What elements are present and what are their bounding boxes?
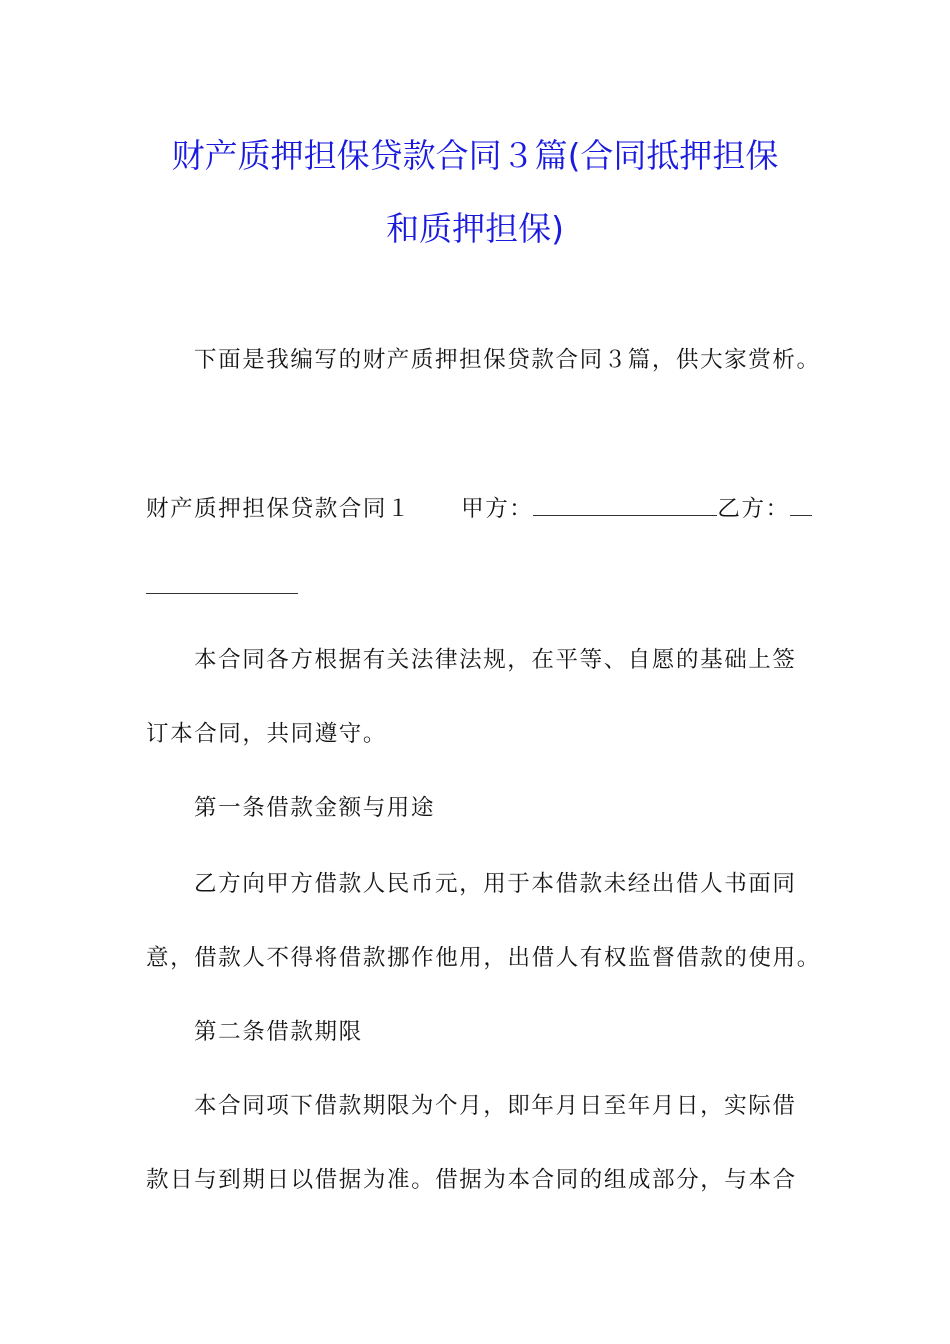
paragraph-3-line-1: 本合同项下借款期限为个月，即年月日至年月日，实际借 bbox=[194, 1093, 797, 1119]
document-title-line-1: 财产质押担保贷款合同３篇(合同抵押担保 bbox=[171, 136, 779, 175]
intro-paragraph: 下面是我编写的财产质押担保贷款合同３篇，供大家赏析。 bbox=[194, 347, 821, 373]
article-2-heading: 第二条借款期限 bbox=[194, 1019, 363, 1045]
paragraph-3-line-2: 款日与到期日以借据为准。借据为本合同的组成部分，与本合 bbox=[146, 1167, 797, 1193]
paragraph-2-line-2: 意，借款人不得将借款挪作他用，出借人有权监督借款的使用。 bbox=[146, 945, 821, 971]
contract-heading: 财产质押担保贷款合同１ bbox=[146, 496, 412, 522]
article-1-heading: 第一条借款金额与用途 bbox=[194, 795, 436, 821]
document-title-line-2: 和质押担保) bbox=[386, 209, 564, 248]
party-b-blank bbox=[790, 493, 812, 516]
party-b-label: 乙方： bbox=[717, 496, 790, 522]
paragraph-2-line-1: 乙方向甲方借款人民币元，用于本借款未经出借人书面同 bbox=[194, 871, 797, 897]
party-a-blank bbox=[533, 493, 717, 516]
party-line bbox=[146, 491, 806, 527]
paragraph-1-line-2: 订本合同，共同遵守。 bbox=[146, 721, 388, 747]
party-a-label: 甲方： bbox=[461, 496, 534, 522]
paragraph-1-line-1: 本合同各方根据有关法律法规，在平等、自愿的基础上签 bbox=[194, 647, 797, 673]
party-b-blank-continued bbox=[146, 593, 298, 594]
